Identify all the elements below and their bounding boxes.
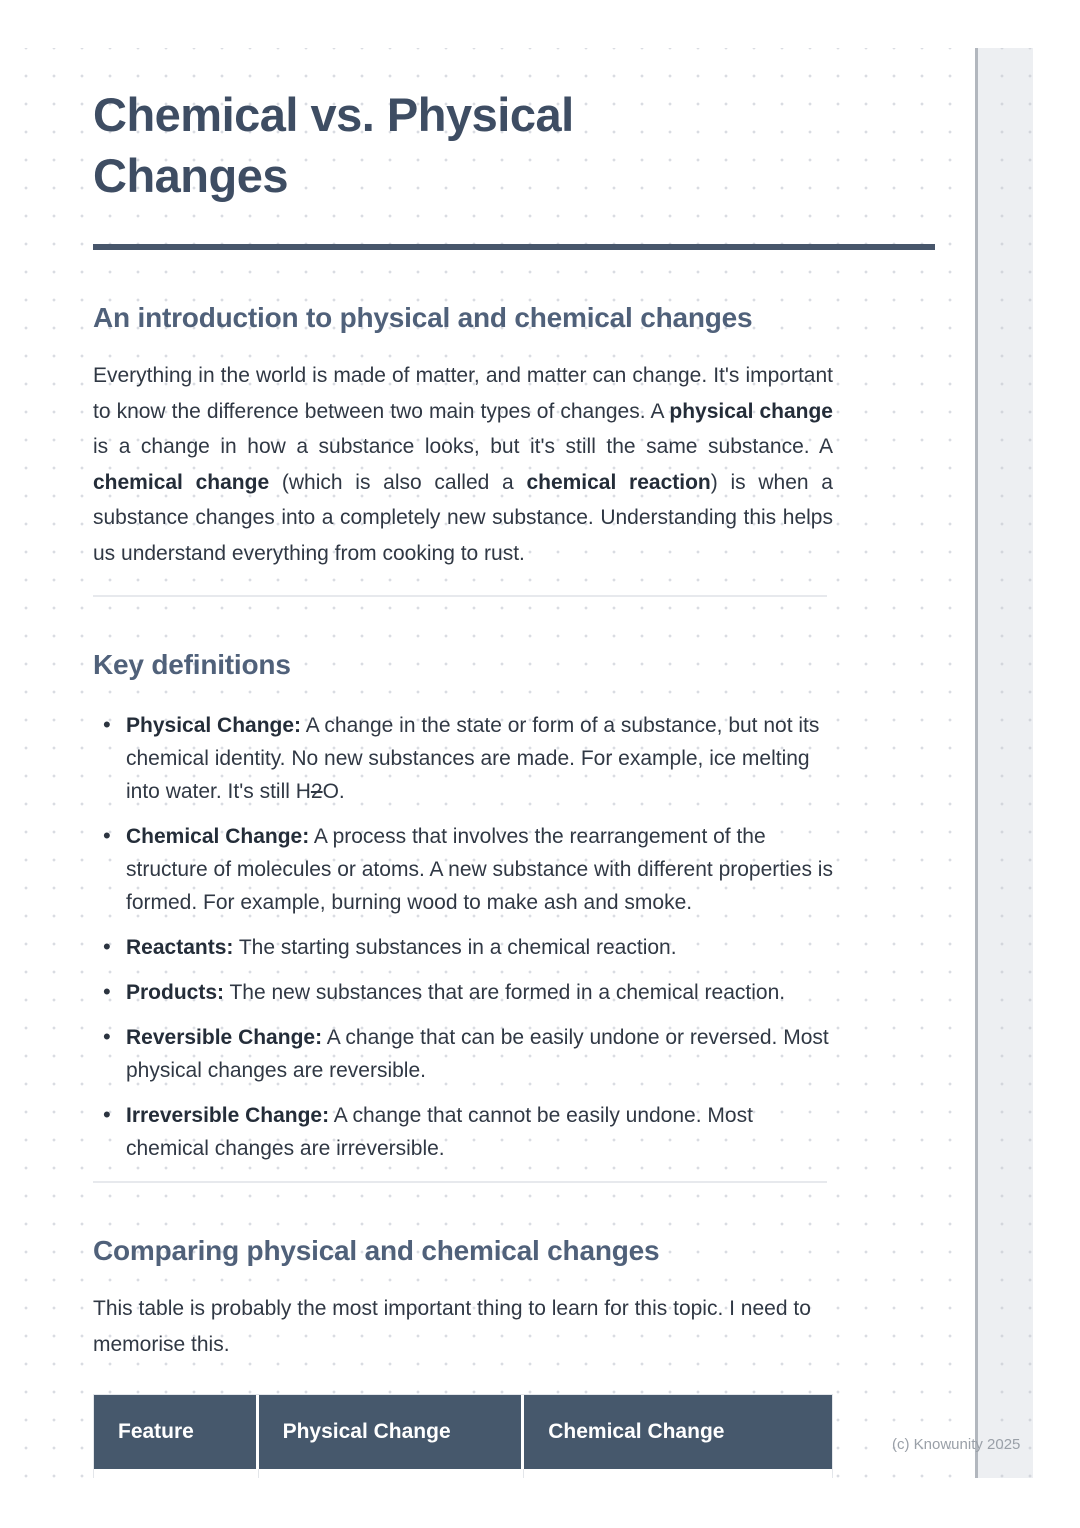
note-content bbox=[0, 48, 833, 1478]
table-header-feature: Feature bbox=[94, 1395, 259, 1469]
table-cell bbox=[94, 1469, 259, 1478]
intro-paragraph: Everything in the world is made of matter, and matter can change. It's important to know the difference between two main types of changes. A physical change is a change in how a substance looks, but it's still the same substance. A chemical change (which is also called a chemical reaction) is when a substance changes into a completely new substance. Understanding this helps us understand everything from cooking to rust. bbox=[93, 364, 833, 565]
table-header-row bbox=[94, 1395, 832, 1469]
table-header-physical-change: Physical Change bbox=[259, 1395, 525, 1469]
section-heading-introduction: An introduction to physical and chemical changes bbox=[93, 302, 753, 333]
list-item-chemical-change: • Chemical Change: A process that involves the rearrangement of the structure of molecules or atoms. A new substance with different properties is formed. For example, burning wood to make ash and smoke. bbox=[93, 820, 833, 919]
list-item-reactants: • Reactants: The starting substances in a chemical reaction. bbox=[93, 931, 833, 964]
title-rule-divider bbox=[93, 244, 935, 250]
scrollbar-track bbox=[978, 48, 1033, 1478]
table-cell bbox=[524, 1469, 832, 1478]
list-item-reversible-change: • Reversible Change: A change that can be easily undone or reversed. Most physical changes are reversible. bbox=[93, 1021, 833, 1087]
list-item-physical-change: • Physical Change: A change in the state or form of a substance, but not its chemical identity. No new substances are made. For example, ice melting into water. It's still H2O. bbox=[93, 709, 833, 808]
table-cell bbox=[259, 1469, 525, 1478]
section-heading-comparison: Comparing physical and chemical changes bbox=[93, 1235, 660, 1266]
note-page bbox=[0, 48, 975, 1478]
table-row bbox=[94, 1469, 832, 1478]
scrollbar-thumb[interactable] bbox=[975, 48, 978, 1478]
section-heading-key-definitions: Key definitions bbox=[93, 649, 291, 680]
list-item-products: • Products: The new substances that are formed in a chemical reaction. bbox=[93, 976, 833, 1009]
section-divider bbox=[93, 1181, 827, 1183]
page-title: Chemical vs. Physical Changes bbox=[93, 88, 574, 202]
section-divider bbox=[93, 595, 827, 597]
comparison-paragraph: This table is probably the most important thing to learn for this topic. I need to memorise this. bbox=[93, 1297, 811, 1356]
list-item-irreversible-change: • Irreversible Change: A change that cannot be easily undone. Most chemical changes are irreversible. bbox=[93, 1099, 833, 1165]
key-definitions-list bbox=[93, 709, 833, 1165]
comparison-table bbox=[93, 1394, 833, 1478]
table-header-chemical-change: Chemical Change bbox=[524, 1395, 832, 1469]
copyright-watermark: (c) Knowunity 2025 bbox=[892, 1436, 1021, 1453]
